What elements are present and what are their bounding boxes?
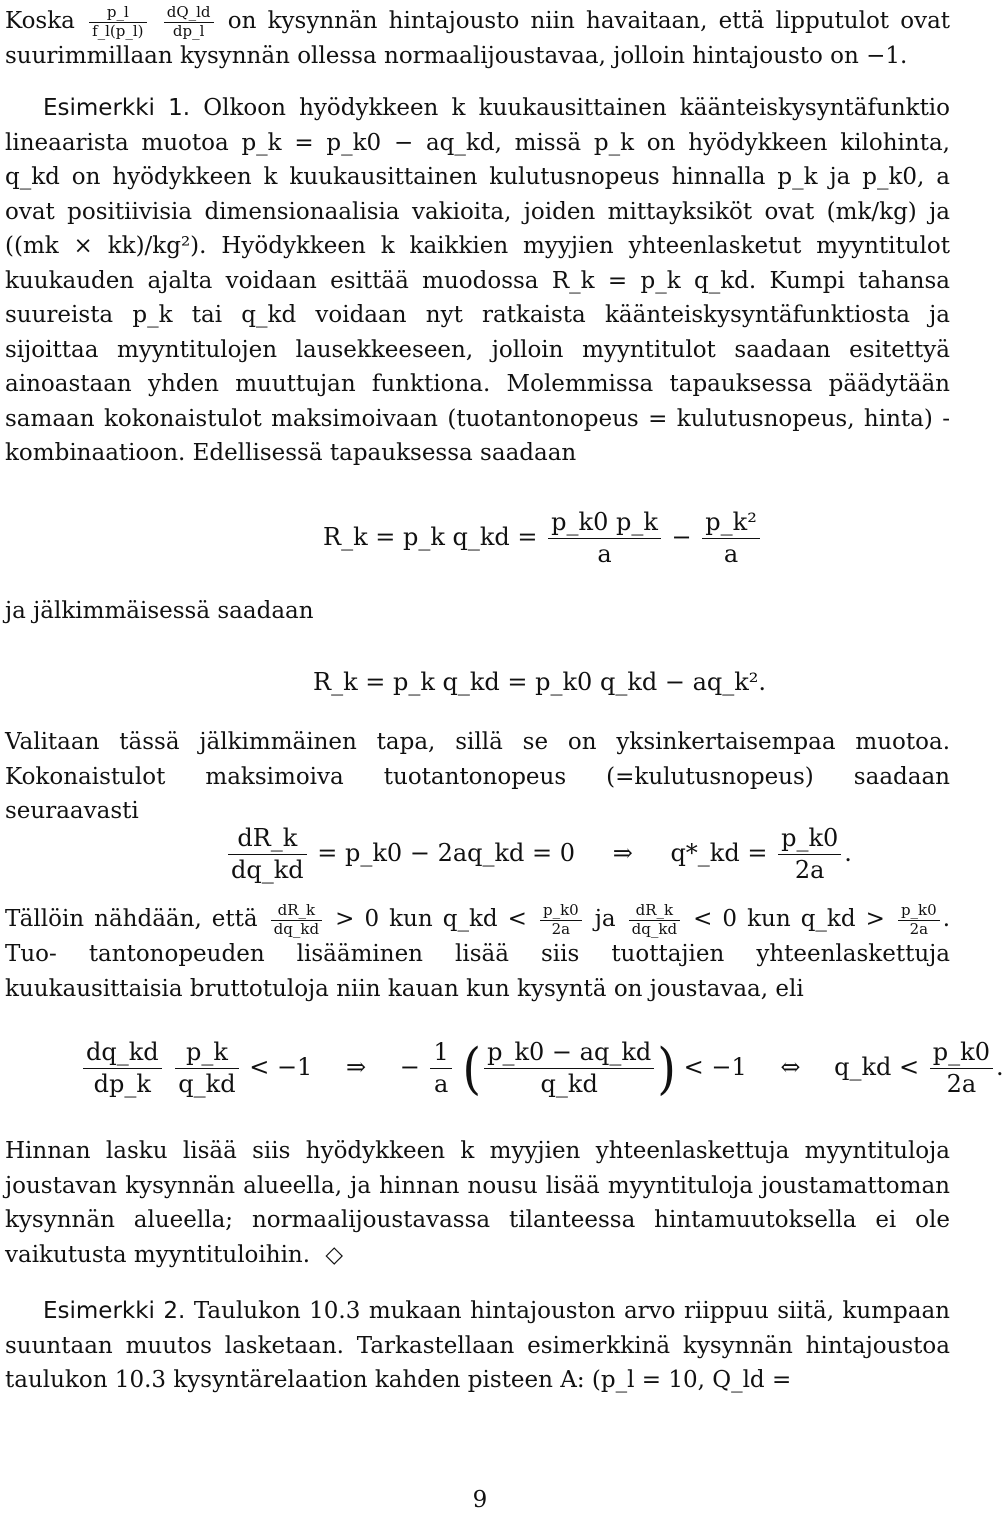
p3-fraction-1 xyxy=(271,900,322,938)
eq4-f2-numerator: p_k xyxy=(175,1040,238,1069)
eq4-fraction-5 xyxy=(930,1040,993,1097)
intro-text-before: Koska xyxy=(5,8,75,34)
eq4-fraction-3 xyxy=(430,1040,451,1097)
intro-frac2-numerator: dQ_ld xyxy=(164,5,214,23)
example1-paragraph xyxy=(5,91,950,471)
example2-text: Taulukon 10.3 mukaan hintajouston arvo riippuu siitä, kumpaan suuntaan muutos lasketaan. Tarkastellaan esimerkkinä kysynnän hintajoustoa taulukon 10.3 kysyntärelaation kahden pisteen A: (p_l = 10, Q_ld = xyxy=(5,1298,950,1393)
example1-paragraph-2: Valitaan tässä jälkimmäinen tapa, sillä se on yksinkertaisempaa muotoa. Kokonaistulot maksimoiva tuotantonopeus (=kulutusnopeus) saadaan seuraavasti xyxy=(5,729,950,824)
p4-text: Hinnan lasku lisää siis hyödykkeen k myyjien yhteenlaskettuja myyntituloja joustavan kysynnän alueella, ja hinnan nousu lisää myyntituloja joustamattoman kysynnän alueella; normaalijoustavassa tilanteessa hintamuutoksella ei ole vaikutusta myyntituloihin. xyxy=(5,1138,950,1268)
example1-paragraph-3 xyxy=(5,902,950,1006)
p3-text-a: Tällöin nähdään, että xyxy=(5,906,258,932)
eq1-frac-b-denominator: a xyxy=(723,540,739,569)
p3-fraction-2 xyxy=(540,900,582,938)
eq3-frac-denominator: dq_kd xyxy=(231,856,304,885)
eq4-f3-numerator: 1 xyxy=(430,1040,451,1069)
intro-frac1-denominator: f_l(p_l) xyxy=(92,21,144,40)
equation-optimum xyxy=(225,826,852,883)
eq3-rhs-fraction xyxy=(778,826,841,883)
eq4-close-paren: ) xyxy=(657,1036,676,1101)
eq4-open-paren: ( xyxy=(462,1036,482,1101)
p3-frac1-numerator: dR_k xyxy=(271,903,322,921)
eq3-frac-numerator: dR_k xyxy=(228,826,307,855)
p3-frac3-numerator: dR_k xyxy=(629,903,680,921)
eq4-fraction-4 xyxy=(484,1040,654,1097)
eq4-rhs: q_kd < xyxy=(834,1053,920,1082)
eq1-fraction-b xyxy=(702,510,760,567)
intro-fraction-1 xyxy=(89,2,146,40)
p3-text-e: . Tuo- xyxy=(5,906,951,968)
intro-fraction-2 xyxy=(164,2,214,40)
intro-frac2-denominator: dp_l xyxy=(172,21,205,40)
eq4-implies: ⇒ xyxy=(345,1053,367,1082)
eq1-operator: − xyxy=(671,523,692,552)
p3-fraction-3 xyxy=(629,900,680,938)
eq1-frac-a-numerator: p_k0 p_k xyxy=(548,510,661,539)
equation-revenue-quantity: R_k = p_k q_kd = p_k0 q_kd − aq_k². xyxy=(313,668,767,696)
eq3-implies: ⇒ xyxy=(612,839,633,868)
end-of-example-icon: ◇ xyxy=(325,1241,344,1268)
p3-frac4-numerator: p_k0 xyxy=(898,903,940,921)
eq4-lt2: < −1 xyxy=(683,1053,747,1082)
eq3-fraction xyxy=(228,826,307,883)
p3-text-rest: tantonopeuden lisääminen lisää siis tuottajien yhteenlaskettuja kuukausittaisia bruttotuloja niin kauan kun kysyntä on joustavaa, eli xyxy=(5,941,950,1002)
page-number: 9 xyxy=(472,1487,488,1513)
eq4-f5-denominator: 2a xyxy=(946,1070,977,1099)
eq4-f4-numerator: p_k0 − aq_kd xyxy=(484,1040,654,1069)
intro-text-after: on kysynnän hintajousto niin havaitaan, että lipputulot ovat suurimmillaan kysynnän ollessa normaalijoustavaa, jolloin hintajousto on −1. xyxy=(5,8,951,70)
eq3-end: . xyxy=(844,839,852,868)
eq4-f1-denominator: dp_k xyxy=(93,1070,151,1099)
example1-text: Olkoon hyödykkeen k kuukausittainen käänteiskysyntäfunktio lineaarista muotoa p_k = p_k0 − aq_kd, missä p_k on hyödykkeen kilohinta, q_kd on hyödykkeen k kuukausittainen kulutusnopeus hinnalla p_k ja p_k0, a ovat positiivisia dimensionaalisia vakioita, joiden mittayksiköt ovat (mk/kg) ja ((mk × kk)/kg²). Hyödykkeen k kaikkien myyjien yhteenlasketut myyntitulot kuukauden ajalta voidaan esittää muodossa R_k = p_k q_kd. Kumpi tahansa suureista p_k tai q_kd voidaan nyt ratkaista käänteiskysyntäfunktiosta ja sijoittaa myyntitulojen lausekkeeseen, jolloin myyntitulot saadaan esitettyä ainoastaan yhden muuttujan funktiona. Molemmissa tapauksessa päädytään samaan kokonaistulot maksimoivaan (tuotantonopeus = kulutusnopeus, hinta) -kombinaatioon. Edellisessä tapauksessa saadaan xyxy=(5,95,951,466)
eq1-fraction-a xyxy=(548,510,661,567)
eq1-lhs: R_k = p_k q_kd = xyxy=(323,523,538,552)
eq3-rhs-numerator: p_k0 xyxy=(778,826,841,855)
eq4-f4-denominator: q_kd xyxy=(540,1070,598,1099)
p3-text-c: ja xyxy=(594,906,616,932)
eq3-rhs-lhs: q*_kd = xyxy=(670,839,768,868)
eq3-rhs-denominator: 2a xyxy=(794,856,825,885)
p3-frac2-denominator: 2a xyxy=(551,919,571,938)
eq4-f5-numerator: p_k0 xyxy=(930,1040,993,1069)
eq4-f3-denominator: a xyxy=(433,1070,449,1099)
example2-paragraph xyxy=(5,1294,950,1398)
eq4-fraction-2 xyxy=(175,1040,238,1097)
eq3-middle: = p_k0 − 2aq_kd = 0 xyxy=(317,839,576,868)
p3-text-d: < 0 kun q_kd > xyxy=(693,906,885,932)
eq4-minus: − xyxy=(399,1053,420,1082)
p3-fraction-4 xyxy=(898,900,940,938)
eq4-fraction-1 xyxy=(83,1040,162,1097)
eq1-frac-b-numerator: p_k² xyxy=(702,510,760,539)
eq4-f1-numerator: dq_kd xyxy=(83,1040,162,1069)
intro-paragraph xyxy=(5,4,950,74)
middle-text: ja jälkimmäisessä saadaan xyxy=(5,598,314,624)
p3-frac3-denominator: dq_kd xyxy=(631,919,678,938)
p3-frac4-denominator: 2a xyxy=(909,919,929,938)
eq1-frac-a-denominator: a xyxy=(597,540,612,569)
equation-elasticity xyxy=(80,1036,1004,1101)
eq4-iff: ⇔ xyxy=(780,1053,801,1082)
p3-frac1-denominator: dq_kd xyxy=(273,919,320,938)
p3-frac2-numerator: p_k0 xyxy=(540,903,582,921)
p3-text-b: > 0 kun q_kd < xyxy=(335,906,527,932)
example2-heading: Esimerkki 2. xyxy=(43,1298,186,1324)
intro-frac1-numerator: p_l xyxy=(89,5,146,23)
eq4-end: . xyxy=(995,1053,1004,1082)
eq4-f2-denominator: q_kd xyxy=(178,1070,236,1099)
example1-heading: Esimerkki 1. xyxy=(43,95,191,121)
equation-revenue-price xyxy=(323,510,763,567)
example1-paragraph-4 xyxy=(5,1134,950,1272)
eq4-lt1: < −1 xyxy=(249,1053,313,1082)
